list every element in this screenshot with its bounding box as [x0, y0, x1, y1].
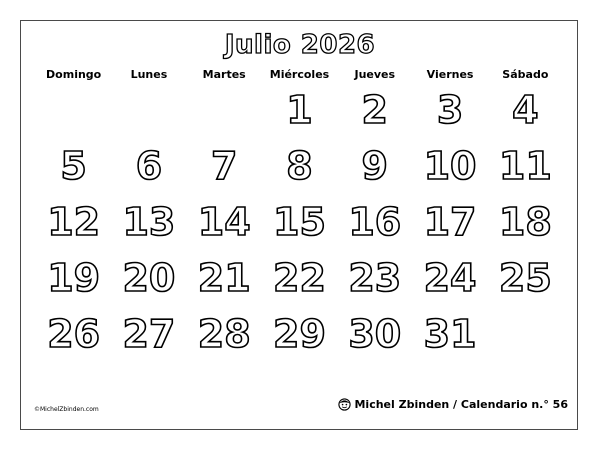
day-cell: 5: [60, 144, 87, 188]
day-cell: 21: [197, 256, 251, 300]
weekday-thursday: Jueves: [354, 68, 396, 81]
weekday-saturday: Sábado: [502, 68, 549, 81]
calendar-title: Julio 2026: [224, 30, 376, 60]
day-cell: 14: [197, 200, 251, 244]
day-cell: 2: [361, 88, 388, 132]
website-credit: ©MichelZbinden.com: [34, 406, 99, 413]
weekday-header-row: [36, 68, 563, 81]
day-cell: 18: [498, 200, 552, 244]
day-cell: 24: [423, 256, 477, 300]
weekday-tuesday: Martes: [202, 68, 246, 81]
day-cell: 8: [286, 144, 313, 188]
day-cell: 23: [348, 256, 402, 300]
day-cell: 25: [498, 256, 552, 300]
author-credit-text: Michel Zbinden / Calendario n.° 56: [354, 398, 568, 411]
day-cell: 15: [273, 200, 326, 244]
day-cell: 16: [348, 200, 402, 244]
day-cell: 26: [47, 312, 101, 356]
author-credit: [338, 398, 568, 411]
day-cell: 4: [512, 88, 539, 132]
day-cell: 10: [423, 144, 477, 188]
day-cell: 3: [436, 88, 464, 132]
day-cell: 12: [47, 200, 101, 244]
day-cell: 22: [273, 256, 326, 300]
empty-cell: [36, 82, 111, 138]
day-cell: 6: [135, 144, 163, 188]
day-cell: 28: [197, 312, 251, 356]
day-cell: 13: [122, 200, 176, 244]
day-cell: 9: [361, 144, 388, 188]
day-cell: 31: [423, 312, 477, 356]
weekday-friday: Viernes: [426, 68, 474, 81]
face-icon: [338, 398, 351, 411]
day-cell: 7: [210, 144, 238, 188]
empty-cell: [111, 82, 186, 138]
day-cell: 11: [498, 144, 552, 188]
day-cell: 29: [273, 312, 326, 356]
day-grid: [36, 82, 563, 362]
weekday-wednesday: Miércoles: [269, 68, 330, 81]
day-cell: 30: [348, 312, 402, 356]
empty-cell: [187, 82, 262, 138]
weekday-sunday: Domingo: [46, 68, 102, 81]
day-cell: 1: [286, 88, 313, 132]
weekday-monday: Lunes: [130, 68, 168, 81]
day-cell: 20: [122, 256, 176, 300]
day-cell: 27: [122, 312, 176, 356]
day-cell: 19: [47, 256, 101, 300]
day-cell: 17: [423, 200, 477, 244]
